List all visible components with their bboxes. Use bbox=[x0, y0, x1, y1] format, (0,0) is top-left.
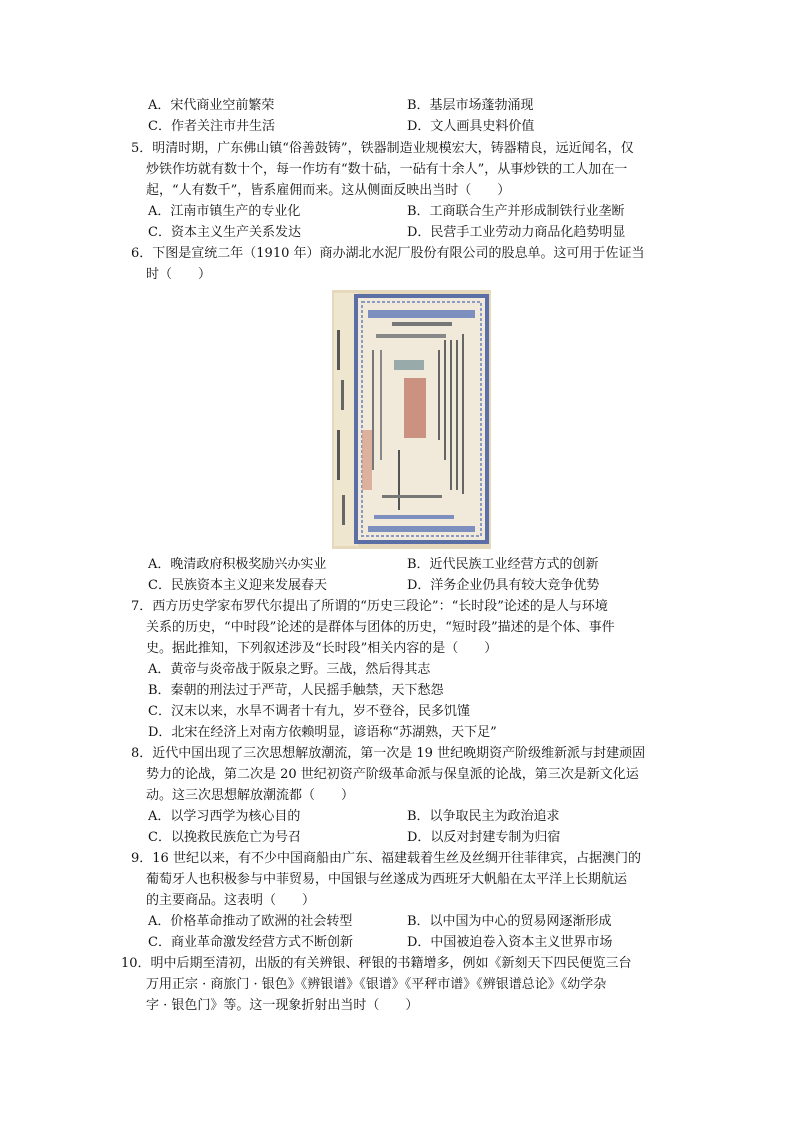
q8-option-a: A．以学习西学为核心目的 bbox=[148, 809, 301, 824]
q7-stem-line-1: 7．西方历史学家布罗代尔提出了所谓的“历史三段论”：“长时段”论述的是人与环境 bbox=[131, 599, 608, 614]
q7-stem-line-2: 关系的历史，“中时段”论述的是群体与团体的历史，“短时段”描述的是个体、事件 bbox=[146, 620, 615, 635]
q7-option-c: C．汉末以来，水旱不调者十有九，岁不登谷，民多饥馑 bbox=[148, 704, 470, 719]
q9-option-b: B．以中国为中心的贸易网逐渐形成 bbox=[407, 914, 612, 929]
q8-stem-line-2: 势力的论战，第二次是 20 世纪初资产阶级革命派与保皇派的论战，第三次是新文化运 bbox=[146, 767, 639, 782]
q7-option-a: A．黄帝与炎帝战于阪泉之野。三战，然后得其志 bbox=[148, 662, 431, 677]
q6-stem-line-2: 时（ ） bbox=[146, 267, 212, 282]
q10-stem-line-1: 10．明中后期至清初，出版的有关辨银、秤银的书籍增多，例如《新刻天下四民便览三台 bbox=[121, 956, 632, 971]
q10-stem-line-2: 万用正宗 · 商旅门 · 银色》《辨银谱》《银谱》《平秤市谱》《辨银谱总论》《幼学杂 bbox=[146, 977, 607, 992]
q4-option-d: D．文人画具史料价值 bbox=[407, 119, 535, 134]
q9-option-a: A．价格革命推动了欧洲的社会转型 bbox=[148, 914, 353, 929]
q6-option-b: B．近代民族工业经营方式的创新 bbox=[407, 557, 599, 572]
q5-stem-line-2: 炒铁作坊就有数十个，每一作坊有“数十砧，一砧有十余人”，从事炒铁的工人加在一 bbox=[146, 162, 628, 177]
q7-option-d: D．北宋在经济上对南方依赖明显，谚语称“苏湖熟，天下足” bbox=[148, 725, 497, 740]
q6-option-c: C．民族资本主义迎来发展春天 bbox=[148, 578, 327, 593]
q9-stem-line-3: 的主要商品。这表明（ ） bbox=[146, 893, 316, 908]
q7-stem-line-3: 史。据此推知，下列叙述涉及“长时段”相关内容的是（ ） bbox=[146, 641, 498, 656]
dividend-certificate-image bbox=[332, 290, 491, 549]
q8-stem-line-3: 动。这三次思想解放潮流都（ ） bbox=[146, 788, 355, 803]
q9-stem-line-2: 葡萄牙人也积极参与中菲贸易，中国银与丝遂成为西班牙大帆船在太平洋上长期航运 bbox=[146, 872, 628, 887]
q8-option-b: B．以争取民主为政治追求 bbox=[407, 809, 560, 824]
q10-stem-line-3: 字 · 银色门》等。这一现象折射出当时（ ） bbox=[146, 998, 419, 1013]
q4-option-a: A．宋代商业空前繁荣 bbox=[148, 98, 275, 113]
q8-stem-line-1: 8．近代中国出现了三次思想解放潮流，第一次是 19 世纪晚期资产阶级维新派与封建顽固 bbox=[131, 746, 646, 761]
q6-stem-line-1: 6．下图是宣统二年（1910 年）商办湖北水泥厂股份有限公司的股息单。这可用于佐证当 bbox=[131, 246, 645, 261]
q9-option-d: D．中国被迫卷入资本主义世界市场 bbox=[407, 935, 613, 950]
q6-option-d: D．洋务企业仍具有较大竞争优势 bbox=[407, 578, 600, 593]
q4-option-b: B．基层市场蓬勃涌现 bbox=[407, 98, 534, 113]
q5-option-b: B．工商联合生产并形成制铁行业垄断 bbox=[407, 204, 625, 219]
q9-stem-line-1: 9．16 世纪以来，有不少中国商船由广东、福建载着生丝及丝绸开往菲律宾，占据澳门的 bbox=[131, 851, 641, 866]
q5-option-c: C．资本主义生产关系发达 bbox=[148, 225, 301, 240]
q7-option-b: B．秦朝的刑法过于严苛，人民摇手触禁，天下愁怨 bbox=[148, 683, 444, 698]
q8-option-c: C．以挽救民族危亡为号召 bbox=[148, 830, 301, 845]
q5-option-d: D．民营手工业劳动力商品化趋势明显 bbox=[407, 225, 626, 240]
q5-stem-line-1: 5．明清时期，广东佛山镇“俗善鼓铸”，铁器制造业规模宏大，铸器精良，远近闻名，仅 bbox=[131, 141, 634, 156]
q4-option-c: C．作者关注市井生活 bbox=[148, 119, 275, 134]
q8-option-d: D．以反对封建专制为归宿 bbox=[407, 830, 561, 845]
q9-option-c: C．商业革命激发经营方式不断创新 bbox=[148, 935, 353, 950]
q6-option-a: A．晚清政府积极奖励兴办实业 bbox=[148, 557, 327, 572]
q5-option-a: A．江南市镇生产的专业化 bbox=[148, 204, 301, 219]
q5-stem-line-3: 起，“人有数千”，皆系雇佣而来。这从侧面反映出当时（ ） bbox=[146, 183, 511, 198]
